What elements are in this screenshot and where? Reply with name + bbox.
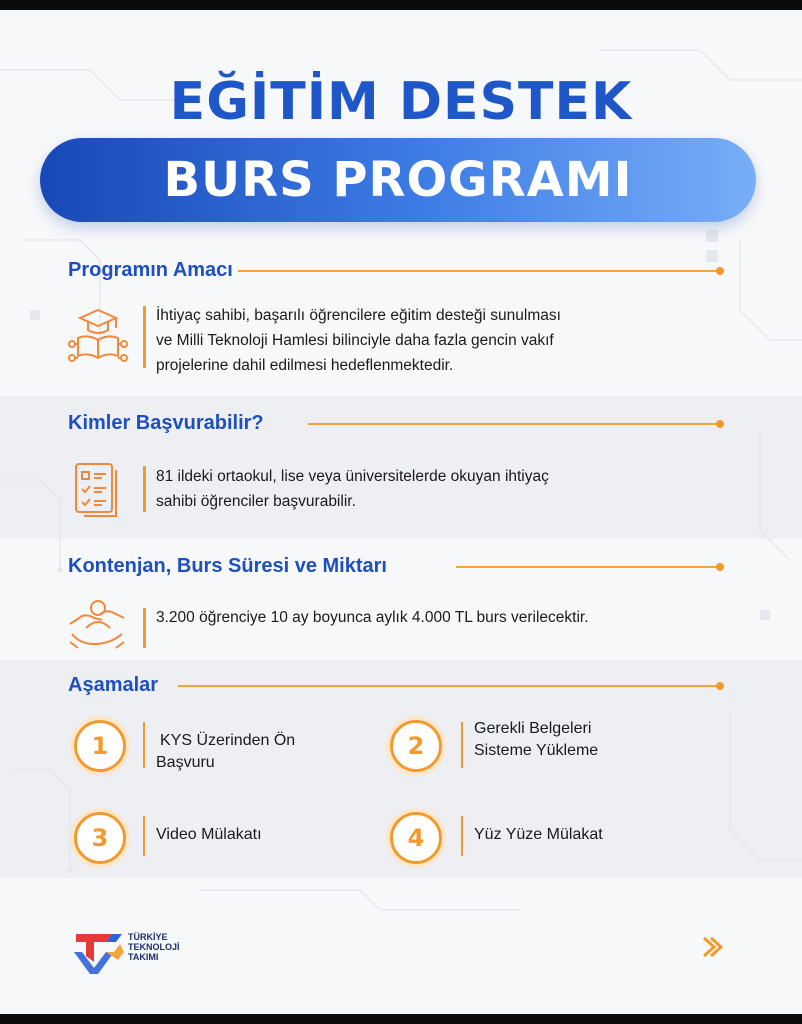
section-title-kimler: Kimler Başvurabilir? <box>68 412 264 434</box>
text-line: Sisteme Yükleme <box>474 742 599 759</box>
step-number-3: 3 <box>74 812 126 864</box>
poster <box>0 10 802 1014</box>
section-divider <box>178 685 718 687</box>
logo-line: TEKNOLOJİ <box>128 942 180 952</box>
step-text-1 <box>156 730 295 774</box>
section-title-kontenjan: Kontenjan, Burs Süresi ve Miktarı <box>68 555 387 577</box>
section-title-amac: Programın Amacı <box>68 259 233 281</box>
step-text-3 <box>156 824 262 846</box>
logo-line: TÜRKİYE <box>128 932 168 942</box>
step-accent-bar <box>143 816 145 856</box>
text-line: Başvuru <box>156 754 215 771</box>
logo-text <box>128 932 208 962</box>
step-text-2 <box>474 718 598 762</box>
accent-bar <box>143 608 146 648</box>
chevron-right-icon[interactable] <box>700 935 724 959</box>
section-text-kontenjan: 3.200 öğrenciye 10 ay boyunca aylık 4.000 TL burs verilecektir. <box>156 609 589 626</box>
accent-bar <box>143 466 146 512</box>
step-accent-bar <box>461 816 463 856</box>
section-divider <box>308 423 718 425</box>
accent-bar <box>143 306 146 368</box>
section-divider <box>238 270 718 272</box>
section-title-asamalar: Aşamalar <box>68 674 159 696</box>
text-line: Gerekli Belgeleri <box>474 720 592 737</box>
step-accent-bar <box>143 722 145 768</box>
section-text-kimler <box>156 464 549 514</box>
checklist-icon <box>72 460 124 520</box>
section-text-amac <box>156 303 561 378</box>
hand-support-icon <box>66 594 128 650</box>
text-line: KYS Üzerinden Ön <box>160 732 296 749</box>
text-line: İhtiyaç sahibi, başarılı öğrencilere eğitim desteği sunulması <box>156 307 561 324</box>
step-accent-bar <box>461 722 463 768</box>
title-line-2: BURS PROGRAMI <box>163 152 633 208</box>
section-divider-dot <box>716 563 724 571</box>
section-divider-dot <box>716 420 724 428</box>
text-line: ve Milli Teknoloji Hamlesi bilinciyle daha fazla gencin vakıf <box>156 332 554 349</box>
step-number-1: 1 <box>74 720 126 772</box>
turkiye-teknoloji-takimi-logo <box>72 928 126 978</box>
step-number-2: 2 <box>390 720 442 772</box>
section-divider-dot <box>716 267 724 275</box>
step-number-4: 4 <box>390 812 442 864</box>
title-banner <box>40 138 756 222</box>
text-line: sahibi öğrenciler başvurabilir. <box>156 493 356 510</box>
step-text-4 <box>474 824 603 846</box>
section-divider-dot <box>716 682 724 690</box>
education-icon <box>66 304 130 366</box>
section-divider <box>456 566 718 568</box>
text-line: Video Mülakatı <box>156 826 262 843</box>
text-line: Yüz Yüze Mülakat <box>474 826 603 843</box>
text-line: 81 ildeki ortaokul, lise veya üniversitelerde okuyan ihtiyaç <box>156 468 549 485</box>
logo-line: TAKIMI <box>128 952 159 962</box>
title-line-1: EĞİTİM DESTEK <box>169 72 633 132</box>
text-line: projelerine dahil edilmesi hedeflenmektedir. <box>156 357 454 374</box>
